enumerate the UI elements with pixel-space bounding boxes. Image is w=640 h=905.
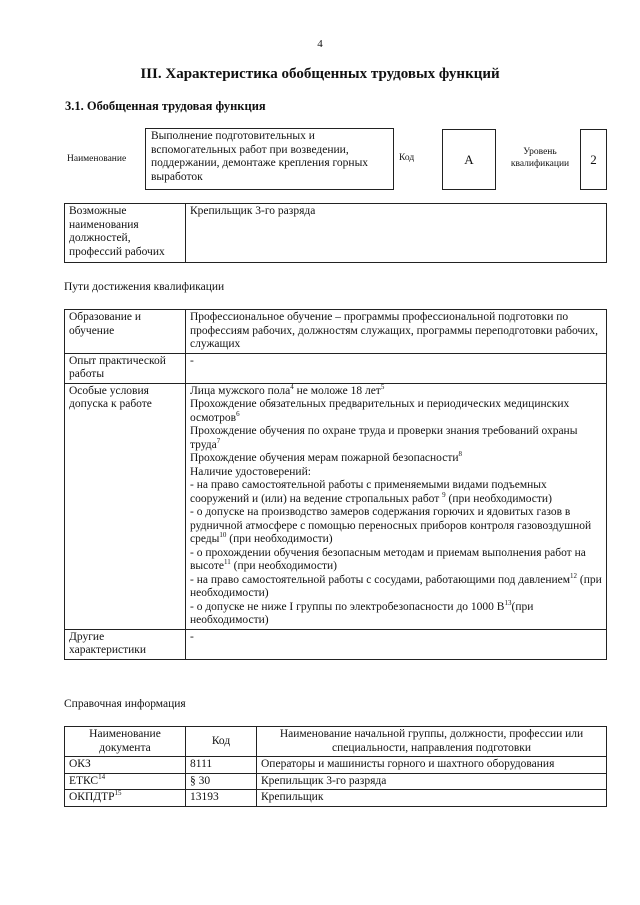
ref-doc: ОКПДТР$^{15}$ (65, 790, 186, 807)
experience-value: - (186, 353, 607, 383)
code-box (442, 129, 496, 190)
education-label: Образование и обучение (65, 310, 186, 354)
function-name-value: Выполнение подготовительных и вспомогательных работ при возведении, поддержании, демонтаже крепления горных выработок (151, 130, 369, 183)
table-row (65, 757, 607, 774)
positions-value: Крепильщик 3-го разряда (186, 204, 607, 263)
function-name-box (145, 128, 394, 190)
ref-header-name: Наименование начальной группы, должности, профессии или специальности, направления подготовки (257, 727, 607, 757)
condition-line: - на право самостоятельной работы с применяемыми видами подъемных сооружений и (или) на ведение стропальных работ $^9$ (при необходимости) (190, 479, 552, 505)
condition-line: - о допуске на производство замеров содержания горючих и ядовитых газов в рудничной атмосфере с помощью переносных приборов контроля газовоздушной среды$^{10}$ (при необходимости) (190, 506, 592, 545)
level-box (580, 129, 607, 190)
condition-line: Прохождение обучения мерам пожарной безопасности$^8$ (190, 450, 463, 464)
reference-table (64, 726, 607, 807)
table-row (65, 790, 607, 807)
experience-label: Опыт практической работы (65, 353, 186, 383)
condition-line: Наличие удостоверений: (190, 465, 311, 478)
positions-label: Возможные наименования должностей, профессий рабочих (65, 204, 186, 263)
page-number: 4 (317, 38, 323, 50)
paths-table (64, 309, 607, 660)
condition-line: Прохождение обучения по охране труда и проверки знания требований охраны труда$^7$ (190, 425, 578, 451)
reference-title: Справочная информация (64, 698, 186, 710)
condition-line: - о допуске не ниже I группы по электробезопасности до 1000 $В^{13}(при$ необходимости) (190, 598, 534, 626)
paths-title: Пути достижения квалификации (64, 281, 225, 293)
ref-name: Операторы и машинисты горного и шахтного оборудования (257, 757, 607, 774)
condition-line: Лица мужского пола$^4$ не моложе 18 лет$^5$ (190, 382, 385, 397)
code-value: А (464, 152, 474, 167)
conditions-value (186, 383, 607, 629)
conditions-label: Особые условия допуска к работе (65, 383, 186, 629)
section-title: III. Характеристика обобщенных трудовых функций (140, 66, 500, 82)
table-row (65, 773, 607, 790)
condition-line: Прохождение обязательных предварительных и периодических медицинских осмотров$^6$ (190, 398, 570, 424)
ref-header-code: Код (186, 727, 257, 757)
ref-code: 13193 (186, 790, 257, 807)
ref-code: § 30 (186, 773, 257, 790)
level-label: Уровень квалификации (510, 147, 570, 169)
name-label: Наименование (67, 154, 127, 164)
condition-line: - о прохождении обучения безопасным методам и приемам выполнения работ на высоте$^{11}$ (при необходимости) (190, 546, 586, 572)
condition-line: - на право самостоятельной работы с сосудами, работающими под давлением$^{12}$ (при необходимости) (190, 571, 602, 599)
education-value: Профессиональное обучение – программы профессиональной подготовки по профессиям рабочих, должностям служащих, программы переподготовки рабочих, служащих (186, 310, 607, 354)
positions-table (64, 203, 607, 263)
other-value: - (186, 629, 607, 659)
level-value: 2 (590, 152, 597, 167)
ref-doc: ЕТКС$^{14}$ (65, 773, 186, 790)
ref-code: 8111 (186, 757, 257, 774)
code-label: Код (399, 153, 415, 163)
subsection-title: 3.1. Обобщенная трудовая функция (65, 99, 266, 113)
ref-name: Крепильщик (257, 790, 607, 807)
ref-header-doc: Наименование документа (65, 727, 186, 757)
other-label: Другие характеристики (65, 629, 186, 659)
ref-name: Крепильщик 3-го разряда (257, 773, 607, 790)
ref-doc: ОКЗ (65, 757, 186, 774)
